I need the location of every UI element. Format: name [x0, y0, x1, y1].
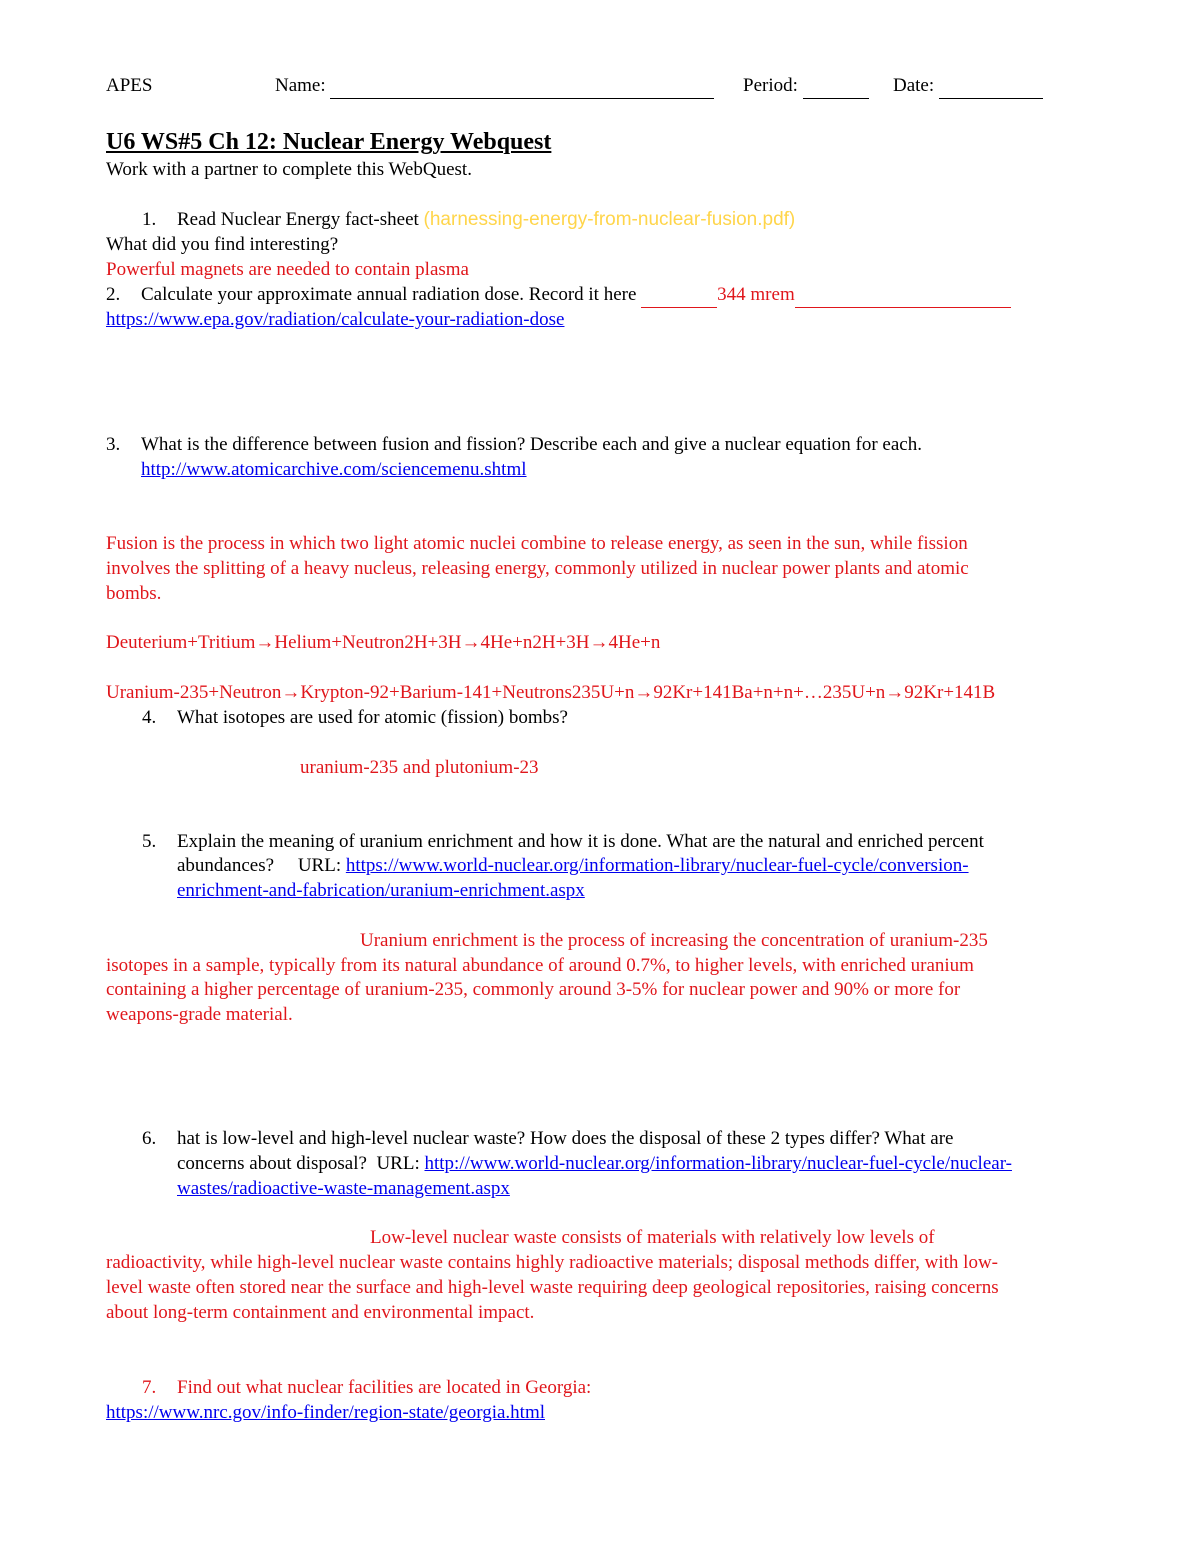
q3-number: 3.	[106, 434, 121, 455]
date-label: Date:	[893, 75, 935, 96]
page-title: U6 WS#5 Ch 12: Nuclear Energy Webquest	[106, 129, 552, 155]
period-label: Period:	[743, 75, 798, 96]
q2-answer: 344 mrem	[717, 284, 795, 305]
q3-link[interactable]: http://www.atomicarchive.com/sciencemenu.shtml	[141, 459, 527, 480]
period-field[interactable]	[803, 74, 869, 99]
q1-number: 1.	[142, 209, 157, 230]
q6-answer-line: about long-term containment and environmental impact.	[106, 1302, 535, 1323]
q5-link[interactable]: https://www.world-nuclear.org/information-library/nuclear-fuel-cycle/conversion-	[345, 855, 969, 876]
q6-link-continued[interactable]: wastes/radioactive-waste-management.aspx	[177, 1178, 510, 1199]
q3-text: What is the difference between fusion and fission? Describe each and give a nuclear equation for each.	[141, 434, 922, 455]
q7-text: Find out what nuclear facilities are located in Georgia:	[177, 1377, 592, 1398]
q4-text: What isotopes are used for atomic (fission) bombs?	[177, 707, 568, 728]
intro-text: Work with a partner to complete this WebQuest.	[106, 159, 472, 180]
q3-answer-line: Fusion is the process in which two light atomic nuclei combine to release energy, as seen in the sun, while fission	[106, 533, 968, 554]
q2-text: Calculate your approximate annual radiation dose. Record it here	[141, 284, 637, 305]
header-period	[743, 74, 869, 99]
q3-answer-line: involves the splitting of a heavy nucleus, releasing energy, commonly utilized in nuclear power plants and atomic	[106, 558, 969, 579]
q7-link[interactable]: https://www.nrc.gov/info-finder/region-state/georgia.html	[106, 1402, 546, 1423]
q2-link[interactable]: https://www.epa.gov/radiation/calculate-your-radiation-dose	[106, 309, 565, 330]
q5-answer-line: containing a higher percentage of uranium-235, commonly around 3-5% for nuclear power and 90% or more for	[106, 979, 961, 1000]
q5-number: 5.	[142, 831, 157, 852]
date-field[interactable]	[939, 74, 1043, 99]
name-field[interactable]	[330, 74, 714, 99]
q6-number: 6.	[142, 1128, 157, 1149]
question-6	[142, 1127, 953, 1151]
q7-number: 7.	[142, 1377, 157, 1398]
q1-answer: Powerful magnets are needed to contain plasma	[106, 259, 469, 280]
q6-answer-line: radioactivity, while high-level nuclear waste contains highly radioactive materials; disposal methods differ, with low-	[106, 1252, 998, 1273]
header-name	[275, 74, 714, 99]
q3-answer-line: bombs.	[106, 583, 162, 604]
q5-line2	[177, 854, 969, 878]
q6-answer-line: level waste often stored near the surface and high-level waste requiring deep geological repositories, raising concerns	[106, 1277, 999, 1298]
question-1	[142, 208, 795, 232]
q2-number: 2.	[106, 284, 121, 305]
q5-text-2: abundances?	[177, 855, 275, 876]
q6-text: hat is low-level and high-level nuclear waste? How does the disposal of these 2 types differ? What are	[177, 1128, 954, 1149]
q5-answer-line: isotopes in a sample, typically from its natural abundance of around 0.7%, to higher levels, with enriched uranium	[106, 955, 974, 976]
q1-file: (harnessing-energy-from-nuclear-fusion.pdf)	[423, 209, 796, 230]
q3-fusion-equation: Deuterium+Tritium→Helium+Neutron2H+3H→4He+n2H+3H→4He+n	[106, 632, 661, 653]
header-date	[893, 74, 1043, 99]
q1-text: Read Nuclear Energy fact-sheet	[177, 209, 419, 230]
header-course: APES	[106, 75, 153, 96]
q6-url-label: URL:	[376, 1153, 420, 1174]
question-3	[106, 433, 922, 457]
question-7	[142, 1376, 591, 1400]
q5-url-label: URL:	[297, 855, 342, 876]
q6-line2	[177, 1152, 1012, 1176]
q1-followup: What did you find interesting?	[106, 234, 339, 255]
name-label: Name:	[275, 75, 326, 96]
q4-number: 4.	[142, 707, 157, 728]
q6-text-2: concerns about disposal?	[177, 1153, 367, 1174]
q3-fission-equation: Uranium-235+Neutron→Krypton-92+Barium-141+Neutrons235U+n→92Kr+141Ba+n+n+…235U+n→92Kr+141B	[106, 682, 996, 703]
q6-answer-line: Low-level nuclear waste consists of materials with relatively low levels of	[370, 1227, 935, 1248]
q4-answer: uranium-235 and plutonium-23	[300, 757, 539, 778]
question-2	[106, 283, 1011, 308]
q6-link[interactable]: http://www.world-nuclear.org/information-library/nuclear-fuel-cycle/nuclear-	[424, 1153, 1012, 1174]
question-5	[142, 830, 984, 854]
q5-answer-line: Uranium enrichment is the process of increasing the concentration of uranium-235	[360, 930, 988, 951]
q5-text: Explain the meaning of uranium enrichment and how it is done. What are the natural and enriched percent	[177, 831, 984, 852]
q5-answer-line: weapons-grade material.	[106, 1004, 293, 1025]
q5-link-continued[interactable]: enrichment-and-fabrication/uranium-enrichment.aspx	[177, 880, 585, 901]
question-4	[142, 706, 568, 730]
